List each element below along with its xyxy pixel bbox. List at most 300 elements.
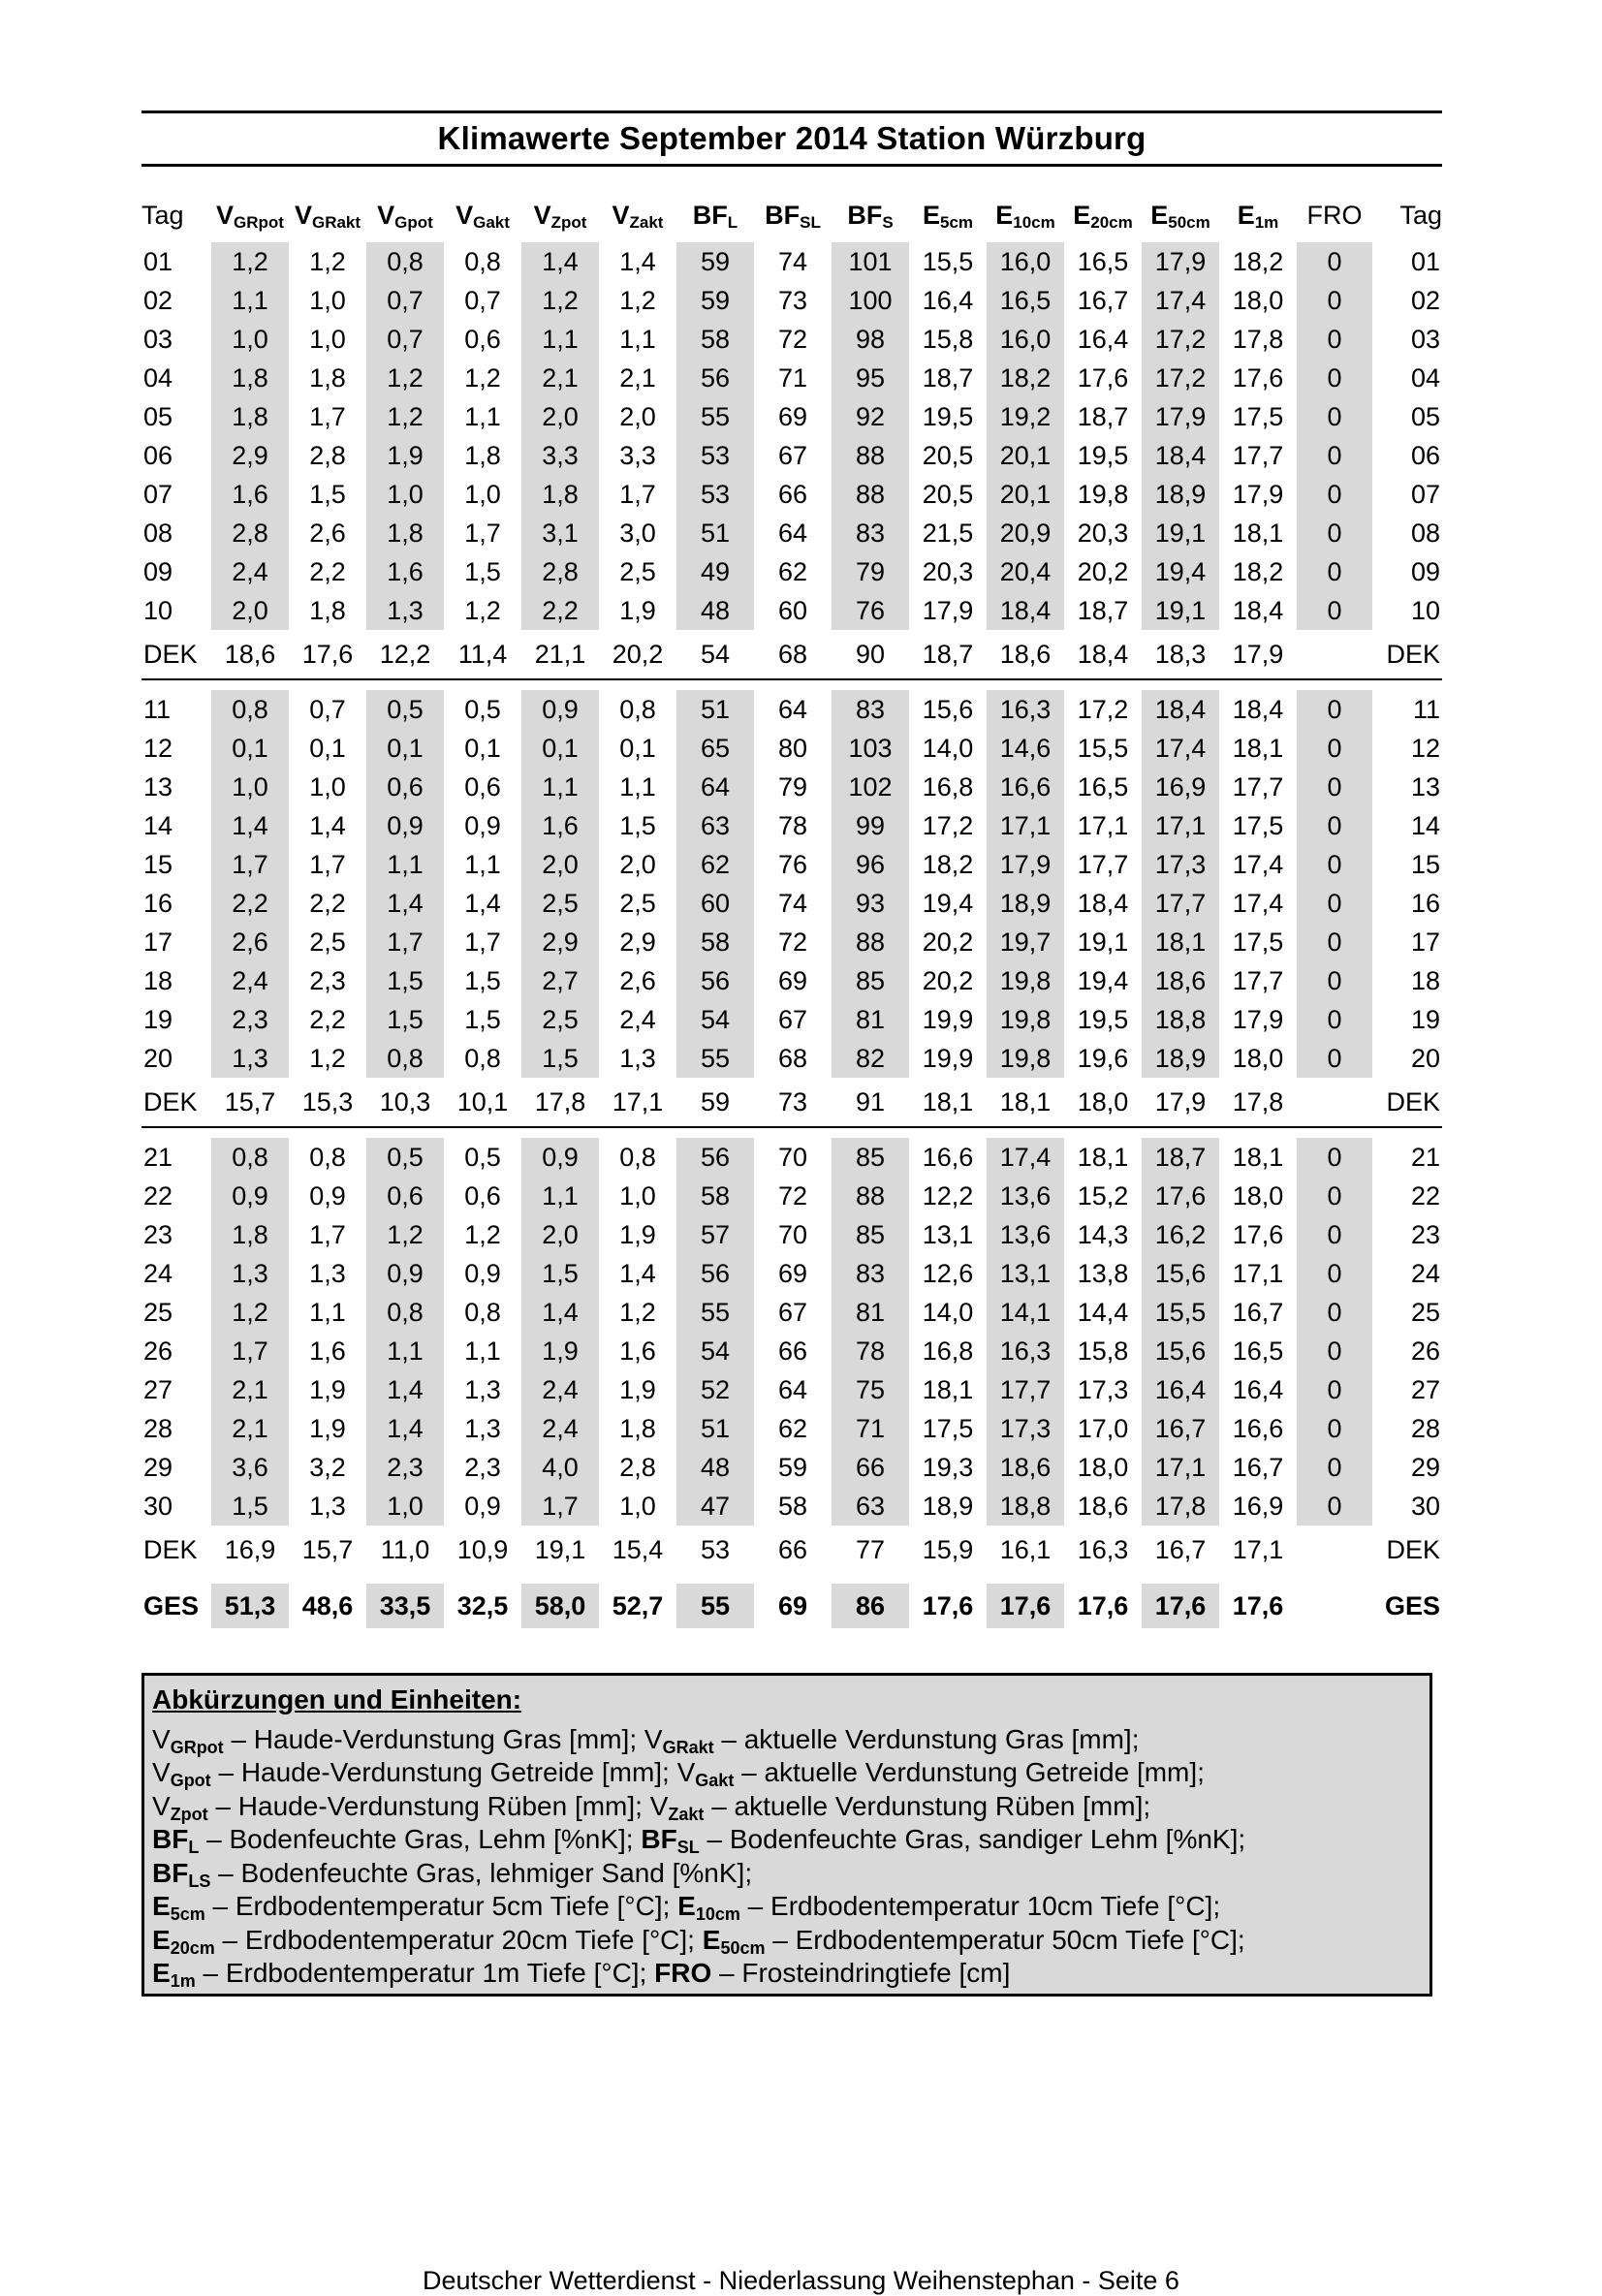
- table-cell: 81: [832, 1293, 909, 1332]
- table-cell: 16,9: [224, 1534, 276, 1564]
- table-cell: 27: [143, 1374, 173, 1404]
- table-cell: 27: [1410, 1374, 1440, 1404]
- table-cell: 17,4: [1142, 281, 1219, 320]
- table-row: [141, 397, 1442, 436]
- table-cell: 48: [676, 1448, 754, 1487]
- table-cell: 1,1: [521, 768, 599, 806]
- table-cell: 2,1: [211, 1409, 289, 1448]
- table-row: [141, 1138, 1442, 1177]
- table-cell: 20,3: [922, 556, 974, 586]
- table-cell: 54: [676, 630, 754, 679]
- table-cell: 0: [1297, 1177, 1372, 1215]
- table-cell: 17,7: [1232, 440, 1284, 470]
- table-cell: 18,1: [1232, 1142, 1284, 1172]
- table-cell: 1,8: [211, 397, 289, 436]
- table-cell: 16,5: [1077, 771, 1129, 802]
- table-cell: 1,5: [211, 1487, 289, 1525]
- table-cell: 82: [832, 1039, 909, 1078]
- table-row: [141, 1293, 1442, 1332]
- table-cell: 96: [832, 845, 909, 884]
- table-cell: 0,9: [309, 1180, 346, 1211]
- table-cell: 26: [143, 1336, 173, 1366]
- table-cell: 0,1: [211, 729, 289, 768]
- table-cell: 17,2: [1077, 694, 1129, 724]
- table-cell: 18,3: [1142, 630, 1219, 679]
- table-cell: 16,4: [1142, 1370, 1219, 1409]
- table-cell: 18,9: [1142, 475, 1219, 514]
- table-cell: 18,4: [1064, 630, 1142, 679]
- table-cell: 23: [143, 1219, 173, 1249]
- table-cell: 06: [143, 440, 173, 470]
- table-cell: 18: [1410, 965, 1440, 995]
- table-cell: 17,9: [922, 595, 974, 625]
- table-cell: 0: [1297, 397, 1372, 436]
- table-cell: 0,6: [366, 768, 444, 806]
- table-cell: 64: [777, 518, 808, 548]
- climate-table: [141, 192, 1442, 1628]
- page-footer: Deutscher Wetterdienst - Niederlassung Weihenstephan - Seite 6: [423, 2266, 1179, 2295]
- table-cell: 0: [1297, 1039, 1372, 1078]
- table-cell: 17,8: [1219, 1078, 1297, 1127]
- table-cell: 16,1: [999, 1534, 1052, 1564]
- table-cell: 18,1: [1077, 1142, 1129, 1172]
- table-cell: 18,1: [1232, 733, 1284, 763]
- table-cell: 58: [777, 1491, 808, 1521]
- table-cell: 103: [832, 729, 909, 768]
- title-rule: [141, 164, 1442, 167]
- table-cell: 01: [1410, 246, 1440, 276]
- table-cell: 18,0: [1232, 1180, 1284, 1211]
- table-cell: 1,4: [366, 884, 444, 923]
- table-cell: 0,5: [366, 690, 444, 729]
- table-cell: 55: [676, 1039, 754, 1078]
- column-header: $BF_{SL}$: [765, 201, 821, 232]
- table-cell: 18,0: [1077, 1452, 1129, 1482]
- table-cell: 0: [1297, 768, 1372, 806]
- table-cell: 16,7: [1232, 1297, 1284, 1327]
- table-cell: 15: [1410, 849, 1440, 879]
- table-cell: DEK: [1372, 630, 1442, 679]
- table-cell: 17,7: [1077, 849, 1129, 879]
- table-cell: 19,5: [1077, 440, 1129, 470]
- table-cell: 83: [832, 1254, 909, 1293]
- table-row: [141, 1254, 1442, 1293]
- table-cell: 68: [777, 1043, 808, 1073]
- table-cell: 0,8: [366, 242, 444, 281]
- table-cell: 17,1: [1232, 1258, 1284, 1288]
- table-cell: 56: [676, 359, 754, 397]
- table-cell: 12,2: [366, 630, 444, 679]
- table-cell: 16,5: [987, 281, 1064, 320]
- table-cell: 21: [143, 1142, 173, 1172]
- table-cell: 15,7: [211, 1078, 289, 1127]
- table-cell: 20,4: [987, 552, 1064, 591]
- table-cell: 53: [700, 1534, 731, 1564]
- table-cell: 1,9: [619, 595, 656, 625]
- table-cell: 14,0: [922, 1297, 974, 1327]
- table-cell: 1,5: [464, 965, 501, 995]
- table-cell: 1,1: [211, 281, 289, 320]
- table-cell: 1,0: [464, 479, 501, 509]
- table-cell: 15,8: [922, 324, 974, 354]
- column-header: $V_{Gakt}$: [455, 201, 510, 232]
- table-cell: 2,7: [521, 961, 599, 1000]
- table-cell: 17,6: [1232, 1590, 1284, 1620]
- abbreviation-line: $BF_L$ – Bodenfeuchte Gras, Lehm [%nK]; $BF_{SL}$ – Bodenfeuchte Gras, sandiger Lehm [%nK];: [152, 1824, 1246, 1857]
- table-cell: 0: [1297, 1448, 1372, 1487]
- table-cell: 1,8: [309, 595, 346, 625]
- table-cell: 16,5: [1077, 246, 1129, 276]
- table-cell: 14,4: [1077, 1297, 1129, 1327]
- table-cell: 0,1: [619, 733, 656, 763]
- table-cell: 17,1: [1142, 1448, 1219, 1487]
- table-cell: 25: [1410, 1297, 1440, 1327]
- header-row: [141, 192, 1442, 233]
- table-cell: 18,6: [987, 630, 1064, 679]
- table-cell: 2,2: [521, 591, 599, 630]
- table-cell: 67: [777, 1004, 808, 1034]
- table-cell: 83: [832, 514, 909, 552]
- table-cell: 30: [143, 1491, 173, 1521]
- table-cell: 17,6: [1232, 362, 1284, 393]
- table-cell: 15,6: [922, 694, 974, 724]
- table-cell: 48,6: [301, 1590, 354, 1620]
- table-cell: 16,6: [987, 768, 1064, 806]
- table-cell: 2,4: [619, 1004, 656, 1034]
- table-cell: 0,8: [464, 1043, 501, 1073]
- table-cell: 20,9: [987, 514, 1064, 552]
- table-cell: 14: [1410, 810, 1440, 840]
- table-cell: 16,7: [1154, 1534, 1207, 1564]
- table-cell: 54: [676, 1000, 754, 1039]
- table-cell: 1,8: [619, 1413, 656, 1443]
- table-cell: 2,5: [619, 888, 656, 918]
- table-row: [141, 359, 1442, 397]
- table-cell: 19,9: [922, 1043, 974, 1073]
- table-cell: [1297, 1525, 1372, 1574]
- table-cell: DEK: [1386, 1534, 1440, 1564]
- table-cell: 0: [1297, 552, 1372, 591]
- table-cell: 2,0: [211, 591, 289, 630]
- table-cell: 1,7: [619, 479, 656, 509]
- table-cell: 29: [1410, 1452, 1440, 1482]
- table-cell: 20,3: [1077, 518, 1129, 548]
- table-cell: 0,9: [211, 1177, 289, 1215]
- table-cell: 0,8: [464, 246, 501, 276]
- table-cell: 68: [754, 630, 832, 679]
- table-cell: 79: [832, 552, 909, 591]
- table-cell: 18,4: [1142, 436, 1219, 475]
- table-cell: 0,8: [366, 1293, 444, 1332]
- table-cell: 0,8: [619, 1142, 656, 1172]
- table-cell: 63: [676, 806, 754, 845]
- table-cell: 17,9: [1232, 1004, 1284, 1034]
- table-cell: 1,3: [464, 1413, 501, 1443]
- table-row: [141, 242, 1442, 281]
- table-cell: 17,8: [1232, 324, 1284, 354]
- column-header: $BF_L$: [692, 201, 738, 232]
- table-row: [141, 1215, 1442, 1254]
- table-cell: 64: [676, 768, 754, 806]
- table-cell: 20,5: [922, 479, 974, 509]
- table-cell: 83: [832, 690, 909, 729]
- abbreviation-line: $BF_{LS}$ – Bodenfeuchte Gras, lehmiger Sand [%nK];: [152, 1857, 753, 1891]
- table-cell: 1,6: [521, 806, 599, 845]
- table-row: [141, 1039, 1442, 1078]
- table-cell: 17,3: [987, 1409, 1064, 1448]
- table-cell: 15,5: [922, 246, 974, 276]
- table-cell: 20,1: [987, 475, 1064, 514]
- table-cell: 18,6: [1142, 961, 1219, 1000]
- table-cell: 15,7: [301, 1534, 354, 1564]
- table-cell: 1,1: [464, 401, 501, 431]
- table-cell: 85: [832, 1138, 909, 1177]
- table-cell: 18,1: [1142, 923, 1219, 961]
- table-cell: 19,1: [1142, 591, 1219, 630]
- table-cell: 2,9: [619, 927, 656, 957]
- table-cell: DEK: [143, 1534, 198, 1564]
- table-cell: 17,6: [1142, 1177, 1219, 1215]
- table-cell: 0,5: [366, 1138, 444, 1177]
- table-cell: 1,4: [521, 1293, 599, 1332]
- table-cell: 29: [143, 1452, 173, 1482]
- table-cell: 15,6: [1142, 1332, 1219, 1370]
- table-cell: 102: [832, 768, 909, 806]
- table-cell: 18,6: [987, 1448, 1064, 1487]
- table-cell: 73: [777, 285, 808, 315]
- table-cell: 66: [832, 1448, 909, 1487]
- table-cell: 0,8: [366, 1039, 444, 1078]
- table-cell: 17,9: [1219, 630, 1297, 679]
- table-cell: 1,7: [309, 401, 346, 431]
- table-cell: 1,6: [211, 475, 289, 514]
- table-cell: 101: [832, 242, 909, 281]
- column-header: $E_{5cm}$: [922, 201, 974, 232]
- table-cell: 0: [1297, 1000, 1372, 1039]
- table-cell: 1,2: [309, 1043, 346, 1073]
- table-cell: 15,8: [1077, 1336, 1129, 1366]
- table-cell: 0,6: [464, 771, 501, 802]
- column-header: $E_{10cm}$: [995, 201, 1055, 232]
- table-cell: 1,8: [366, 514, 444, 552]
- table-cell: 11: [1412, 694, 1440, 724]
- table-cell: 1,2: [464, 362, 501, 393]
- table-cell: 60: [777, 595, 808, 625]
- table-cell: 18,7: [1077, 401, 1129, 431]
- table-cell: 2,2: [309, 556, 346, 586]
- table-cell: 0,9: [464, 1258, 501, 1288]
- table-cell: 17,9: [1232, 479, 1284, 509]
- table-cell: 1,8: [521, 475, 599, 514]
- table-cell: 16,5: [1232, 1336, 1284, 1366]
- table-cell: 17,1: [1232, 1534, 1284, 1564]
- table-cell: 0: [1297, 1370, 1372, 1409]
- table-cell: 55: [676, 397, 754, 436]
- table-row: [141, 281, 1442, 320]
- table-cell: 1,8: [464, 440, 501, 470]
- table-cell: 19,8: [987, 1039, 1064, 1078]
- table-cell: 19,8: [987, 961, 1064, 1000]
- table-cell: 1,7: [366, 923, 444, 961]
- table-cell: 17,4: [1232, 849, 1284, 879]
- spacer-row: [141, 679, 1442, 690]
- table-cell: 02: [1410, 285, 1440, 315]
- table-cell: 1,5: [309, 479, 346, 509]
- table-cell: 1,7: [211, 1332, 289, 1370]
- table-cell: 1,7: [309, 849, 346, 879]
- table-cell: 1,4: [619, 246, 656, 276]
- table-cell: 69: [777, 1590, 808, 1620]
- table-cell: 16,9: [1232, 1491, 1284, 1521]
- table-cell: 0: [1297, 320, 1372, 359]
- table-cell: 18: [143, 965, 173, 995]
- column-header: $BF_S$: [847, 201, 894, 232]
- table-cell: 52: [676, 1370, 754, 1409]
- table-cell: 0,9: [366, 806, 444, 845]
- table-cell: 0,7: [366, 320, 444, 359]
- table-cell: GES: [143, 1590, 200, 1620]
- table-cell: 17,3: [1077, 1374, 1129, 1404]
- table-row: [141, 729, 1442, 768]
- table-cell: 59: [676, 281, 754, 320]
- table-cell: 19,7: [987, 923, 1064, 961]
- table-cell: 0,8: [619, 694, 656, 724]
- table-cell: 15,5: [1142, 1293, 1219, 1332]
- table-cell: 0,8: [211, 690, 289, 729]
- table-cell: 11: [143, 694, 172, 724]
- table-cell: 2,4: [521, 1370, 599, 1409]
- abbreviation-line: $V_{GRpot}$ – Haude-Verdunstung Gras [mm]; $V_{GRakt}$ – aktuelle Verdunstung Gras [mm];: [152, 1723, 1140, 1757]
- table-cell: 80: [777, 733, 808, 763]
- table-cell: 58: [676, 320, 754, 359]
- table-cell: 73: [754, 1078, 832, 1127]
- table-cell: 08: [143, 518, 173, 548]
- table-cell: 06: [1410, 440, 1440, 470]
- table-cell: 19,5: [922, 401, 974, 431]
- table-cell: 17,1: [599, 1078, 676, 1127]
- table-cell: 2,8: [619, 1452, 656, 1482]
- table-cell: 21,1: [521, 630, 599, 679]
- table-cell: 19,1: [1142, 514, 1219, 552]
- table-cell: 17,9: [1142, 1078, 1219, 1127]
- table-cell: 0: [1297, 436, 1372, 475]
- table-cell: 1,0: [309, 324, 346, 354]
- table-cell: 15,5: [1077, 733, 1129, 763]
- table-cell: 18,0: [1232, 285, 1284, 315]
- table-cell: 17: [1410, 927, 1440, 957]
- table-cell: 1,4: [211, 806, 289, 845]
- table-cell: 17,7: [987, 1370, 1064, 1409]
- table-cell: 47: [676, 1487, 754, 1525]
- table-cell: 62: [777, 556, 808, 586]
- table-cell: 63: [832, 1487, 909, 1525]
- table-cell: 0: [1297, 514, 1372, 552]
- table-cell: 2,8: [211, 514, 289, 552]
- table-cell: 51: [676, 514, 754, 552]
- table-cell: 19,4: [1142, 552, 1219, 591]
- table-cell: 18,2: [1232, 556, 1284, 586]
- table-cell: 16,2: [1142, 1215, 1219, 1254]
- table-cell: 15,2: [1077, 1180, 1129, 1211]
- table-cell: 66: [777, 479, 808, 509]
- table-cell: 91: [832, 1078, 909, 1127]
- table-cell: 71: [832, 1409, 909, 1448]
- table-cell: 18,8: [987, 1487, 1064, 1525]
- table-row: [141, 1370, 1442, 1409]
- table-cell: 1,3: [366, 591, 444, 630]
- table-cell: 74: [777, 246, 808, 276]
- table-cell: 1,1: [619, 324, 656, 354]
- column-header: $V_{Gpot}$: [377, 201, 433, 232]
- table-cell: 03: [1410, 324, 1440, 354]
- table-cell: 09: [143, 556, 173, 586]
- table-cell: 17,6: [1142, 1584, 1219, 1628]
- table-cell: 20: [1410, 1043, 1440, 1073]
- table-cell: 03: [143, 324, 173, 354]
- table-cell: 58,0: [521, 1584, 599, 1628]
- table-cell: 0: [1297, 1487, 1372, 1525]
- table-cell: 0: [1297, 884, 1372, 923]
- table-cell: 2,2: [309, 1004, 346, 1034]
- table-cell: 56: [676, 1254, 754, 1293]
- table-cell: 75: [832, 1370, 909, 1409]
- table-cell: 0: [1297, 591, 1372, 630]
- abbreviation-line: $E_{20cm}$ – Erdbodentemperatur 20cm Tiefe [°C]; $E_{50cm}$ – Erdbodentemperatur 50cm Tiefe [°C];: [152, 1924, 1245, 1958]
- table-cell: 20: [143, 1043, 173, 1073]
- table-cell: 48: [676, 591, 754, 630]
- table-row: [141, 961, 1442, 1000]
- table-cell: 0,8: [464, 1297, 501, 1327]
- table-cell: 0: [1297, 1215, 1372, 1254]
- table-cell: 1,0: [619, 1491, 656, 1521]
- table-cell: 95: [832, 359, 909, 397]
- table-cell: 64: [777, 1374, 808, 1404]
- table-cell: 16,6: [922, 1142, 974, 1172]
- table-cell: 59: [676, 242, 754, 281]
- table-cell: 07: [1410, 479, 1440, 509]
- table-cell: 17,2: [1142, 359, 1219, 397]
- table-cell: 65: [676, 729, 754, 768]
- table-cell: 98: [832, 320, 909, 359]
- table-cell: 2,5: [309, 927, 346, 957]
- table-cell: 0,5: [464, 1142, 501, 1172]
- table-row: [141, 514, 1442, 552]
- table-cell: 10,1: [444, 1078, 521, 1127]
- table-cell: 13,1: [922, 1219, 974, 1249]
- table-cell: 1,3: [309, 1491, 346, 1521]
- table-cell: 16,8: [922, 1336, 974, 1366]
- table-cell: 2,3: [309, 965, 346, 995]
- table-cell: 1,6: [619, 1336, 656, 1366]
- table-cell: 1,0: [366, 1487, 444, 1525]
- table-cell: 59: [676, 1078, 754, 1127]
- table-cell: 01: [143, 246, 173, 276]
- table-cell: 1,0: [309, 285, 346, 315]
- table-cell: 0: [1297, 1254, 1372, 1293]
- table-cell: 1,2: [464, 1219, 501, 1249]
- table-cell: 62: [676, 845, 754, 884]
- table-cell: 23: [1410, 1219, 1440, 1249]
- table-cell: 1,5: [366, 1000, 444, 1039]
- table-cell: 0: [1297, 729, 1372, 768]
- table-cell: 1,5: [366, 961, 444, 1000]
- table-cell: 18,4: [1142, 690, 1219, 729]
- table-cell: 69: [777, 401, 808, 431]
- table-cell: 16,3: [1077, 1534, 1129, 1564]
- table-cell: 1,0: [211, 320, 289, 359]
- table-cell: 0,9: [464, 810, 501, 840]
- table-cell: 10: [143, 595, 173, 625]
